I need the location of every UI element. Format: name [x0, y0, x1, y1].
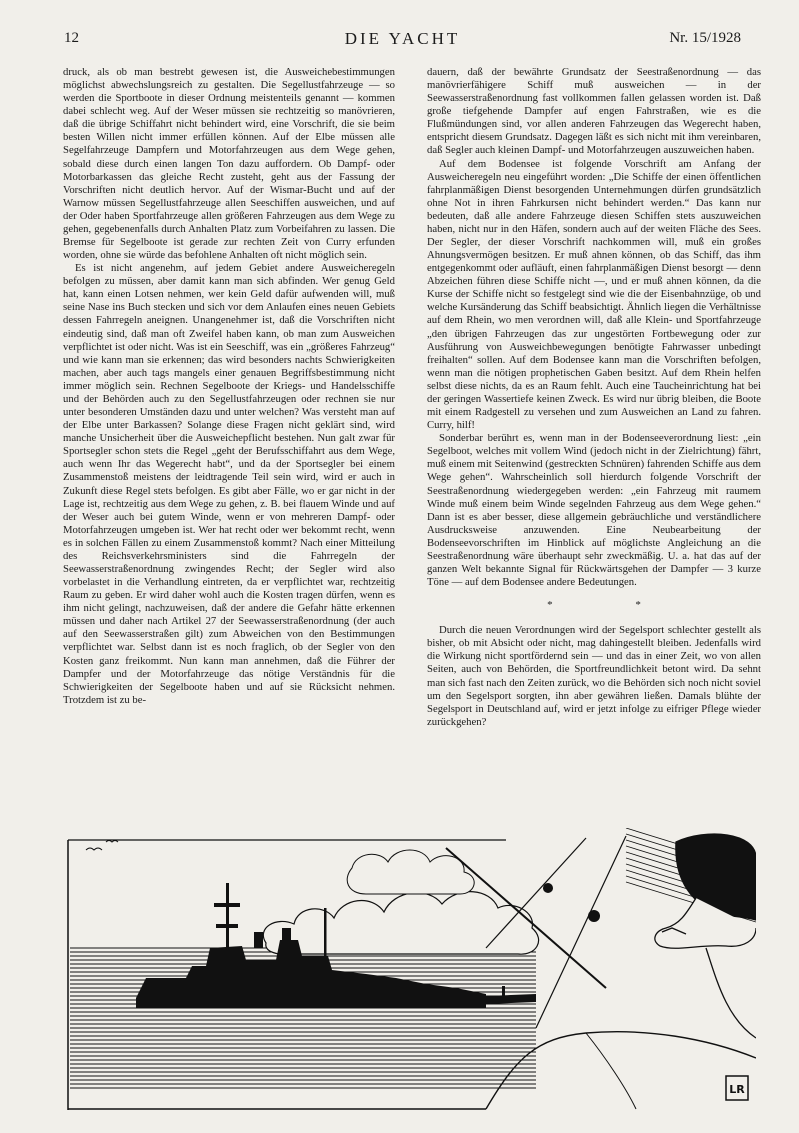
paragraph: Sonderbar berührt es, wenn man in der Bodenseeverordnung liest: „ein Segelboot, welches mit vollem Wind (jedoch nicht in der Zielrichtung) fährt, muß einem mit Seitenwind (gestreckten Schnüren) fahrenden Schiffe aus dem Wege gehen“. Wahrscheinlich soll hierdurch folgende Vorschrift der Seestraßenordnung wiedergegeben werden: „ein Fahrzeug mit raumem Winde muß einem beim Winde segelnden Fahrzeug aus dem Wege gehen.“ Dann ist es aber besser, diese allgemein gebräuchliche und verständlichere Ausdrucksweise anzuwenden. Eine Neubearbeitung der Bodenseevorschriften im Hinblick auf möglichste Angleichung an die Seestraßenordnung wäre überhaupt sehr zweckmäßig. U. a. hat das auf der ganzen Welt bekannte Signal für Rückwärtsgehen der Dampfer — 3 kurze Töne — auf dem Bodensee andere Bedeutungen.	[427, 432, 761, 589]
block-pulley	[588, 910, 600, 922]
sailor-figure	[655, 834, 756, 1038]
distant-ships	[486, 986, 536, 1004]
bird-icon	[86, 848, 102, 850]
block-pulley	[543, 883, 553, 893]
issue-number: Nr. 15/1928	[669, 30, 741, 46]
right-column	[427, 66, 761, 729]
artist-monogram	[726, 1076, 748, 1100]
bird-icon	[106, 841, 118, 843]
paragraph: Es ist nicht angenehm, auf jedem Gebiet andere Ausweicheregeln befolgen zu müssen, aber damit kann man sich abfinden. Wer genug Geld hat, kann einen Lotsen nehmen, wer kein Geld dafür aufwenden will, muß seine Nase ins Buch stecken und sich vor dem Anlaufen eines neuen Gebiets dessen Fahrregeln aneignen. Unangenehmer ist, daß die Vorschriften nicht eindeutig sind, daß man oft Zweifel haben kann, ob man zum Ausweichen verpflichtet ist oder nicht. Was ist ein Seeschiff, was ein „größeres Fahrzeug“ und wie kann man sie erkennen; das wird besonders nachts Schwierigkeiten machen, aber auch tags mangels einer genauen Begriffsbestimmung nicht immer möglich sein. Rechnen Segelboote der Kriegs- und Handelsschiffe und der Behörden auch zu den Segellustfahrzeugen oder rechnen sie nur unter besonderen Umständen dazu und unter welchen? Was versteht man auf der Elbe unter Barkassen? Solange diese Fragen nicht geklärt sind, wird manche Unsicherheit über die Ausweichepflicht bestehen. Nun galt zwar für Sportsegler schon stets die Regel „geht der Berufsschiffahrt aus dem Wege, auch wenn Ihr das Wegerecht habt“, und da der Sportsegler bei einem Zusammenstoß meistens der leidtragende Teil sein wird, wird er auch in Zukunft diese Regel stets befolgen. Es gibt aber Fälle, wo er gar nicht in der Lage ist, rechtzeitig aus dem Wege zu gehen, z. B. bei flauem Winde und auf der Weser auch bei gutem Winde, wenn er von mehreren Dampf- oder Motorfahrzeugen umgeben ist. Wer hat recht oder wer bekommt recht, wenn es in solchen Fällen zu einem Zusammenstoß kommt? Nach einer Mitteilung des Reichsverkehrsministers sind die Fahrregeln der Seewasserstraßenordnung zwingendes Recht; der Segler wird also vorbelastet in die Verhandlung eintreten, da er verpflichtet war, rechtzeitig Raum zu geben. Er wird daher wohl auch die Kosten tragen dürfen, wenn es ihm nicht gelingt, nachzuweisen, daß der andere die Gefahr hätte erkennen müssen und daher nach Artikel 27 der Seewasserstraßenordnung (der auch auf den Seewasserstraßen gilt) zum Abweichen von den Bestimmungen verpflichtet war. Selbst dann ist es noch fraglich, ob der Segler von den Kosten ganz freikommt. Nun kann man annehmen, daß die Führer der Dampfer und der Motorfahrzeuge das nötige Verständnis für die Schwierigkeiten der Segelboote haben und auf sie Rücksicht nehmen. Trotzdem ist zu be-	[63, 262, 395, 706]
page-header	[64, 30, 741, 54]
harbor-illustration	[66, 828, 756, 1110]
paragraph: dauern, daß der bewährte Grundsatz der Seestraßenordnung — das manövrierfähigere Schiff muß ausweichen — in der Seewasserstraßenordnung fast vollkommen fallen gelassen worden ist. Daß große tiefgehende Dampfer auf engen Fahrstraßen, wie es die Flußmündungen sind, vor allen anderen Fahrzeugen das Wegerecht haben, entspricht diesem Grundsatz. Dagegen läßt es sich nicht mit ihm vereinbaren, daß Segler auch kleinen Dampf- und Motorfahrzeugen auszuweichen haben.	[427, 66, 761, 157]
paragraph: Durch die neuen Verordnungen wird der Segelsport schlechter gestellt als bisher, ob mit Absicht oder nicht, mag dahingestellt bleiben. Jedenfalls wird die Wirkung nicht sportfördernd sein — und das in einer Zeit, wo von allen Seiten, auch von Behörden, die Sportfreundlichkeit betont wird. Da sehnt man sich fast nach den Zeiten zurück, wo die Behörden sich noch nicht soviel um den Segelsport sorgten, ihn aber gewähren ließen. Damals blühte der Segelsport in Deutschland auf, wird er jetzt infolge zu eifriger Pflege wieder zurückgehen?	[427, 624, 761, 728]
paragraph: Auf dem Bodensee ist folgende Vorschrift am Anfang der Ausweicheregeln neu eingeführt worden: „Die Schiffe der einen öffentlichen fahrplanmäßigen Dienst besorgenden Unternehmungen dürfen grundsätzlich ohne Not in ihren Fahrkursen nicht behindert werden.“ Das kann nur bedeuten, daß alle andere Fahrzeuge diesen Schiffen stets auszuweichen haben, nicht nur in den Häfen, sondern auch auf der weiten Fläche des Sees. Der Segler, der dieser Vorschrift nachkommen will, muß ein großes Ahnungsvermögen besitzen. Er muß ahnen können, ob das Schiff, das ihm entgegenkommt oder aufläuft, einen fahrplanmäßigen Dienst besorgt — denn Abzeichen führen diese Schiffe nicht —, und er muß ahnen können, da die Kurse der Schiffe nicht so festgelegt sind wie die der Eisenbahnzüge, ob und welche Kursänderung das Schiff beabsichtigt. Ähnlich liegen die Verhältnisse auf dem Rhein, wo men verordnen will, daß alle Klein- und Sportfahrzeuge „den übrigen Fahrzeugen das zur ungestörten Fortbewegung oder zur Ausführung von Ausweichbewegungen benötigte Fahrwasser unbedingt freihalten“ sollen. Auf dem Bodensee kann man die Vorschriften befolgen, wenn man die nötigen prophetischen Gaben besitzt. Auf dem Rhein helfen selbst diese nichts, da es an Raum fehlt. Auch eine Taucheinrichtung hat bei der geringen Wassertiefe keinen Zweck. Es wird nur übrig bleiben, die Boote mit einem Radgestell zu versehen und zum Ausweichen an Land zu fahren. Curry, hilf!	[427, 157, 761, 432]
smoke-cloud	[263, 892, 538, 955]
page-number: 12	[64, 30, 79, 46]
boat-hull	[486, 1032, 756, 1109]
svg-text:LR: LR	[729, 1083, 745, 1096]
paragraph: druck, als ob man bestrebt gewesen ist, die Ausweichebestimmungen möglichst abwechslungsreich zu gestalten. Die Segellustfahrzeuge — so werden die Sportboote in dieser Ordnung meistenteils genannt — kommen dabei schlecht weg. Auf der Weser müssen sie rechtzeitig so manövrieren, daß die übrige Schiffahrt nicht behindert wird, eine Vorschrift, die sie beim besten Willen nicht immer erfüllen können. Auf der Elbe müssen alle Segelfahrzeuge Dampfern und Motorfahrzeugen aus dem Wege gehen, sobald diese durch einen langen Ton dazu auffordern. Ob Dampf- oder Motorbarkassen das gleiche Recht zusteht, geht aus der Fassung der Vorschriften nicht deutlich hervor. Auf der Wismar-Bucht und auf der Warnow müssen Segellustfahrzeuge allen Seeschiffen ausweichen, und auf der Oder haben Sportfahrzeuge allen größeren Fahrzeugen aus dem Wege zu gehen, gegebenenfalls durch Anhalten Platz zum Vorbeifahren zu lassen. Die Bremse für Segelboote ist gerade zur rechten Zeit von Curry erfunden worden, ohne sie würde das befohlene Anhalten oft nicht möglich sein.	[63, 66, 395, 262]
section-separator: * *	[547, 599, 681, 612]
left-column	[63, 66, 395, 707]
rigging-line	[536, 836, 626, 1028]
magazine-title: DIE YACHT	[344, 29, 461, 48]
